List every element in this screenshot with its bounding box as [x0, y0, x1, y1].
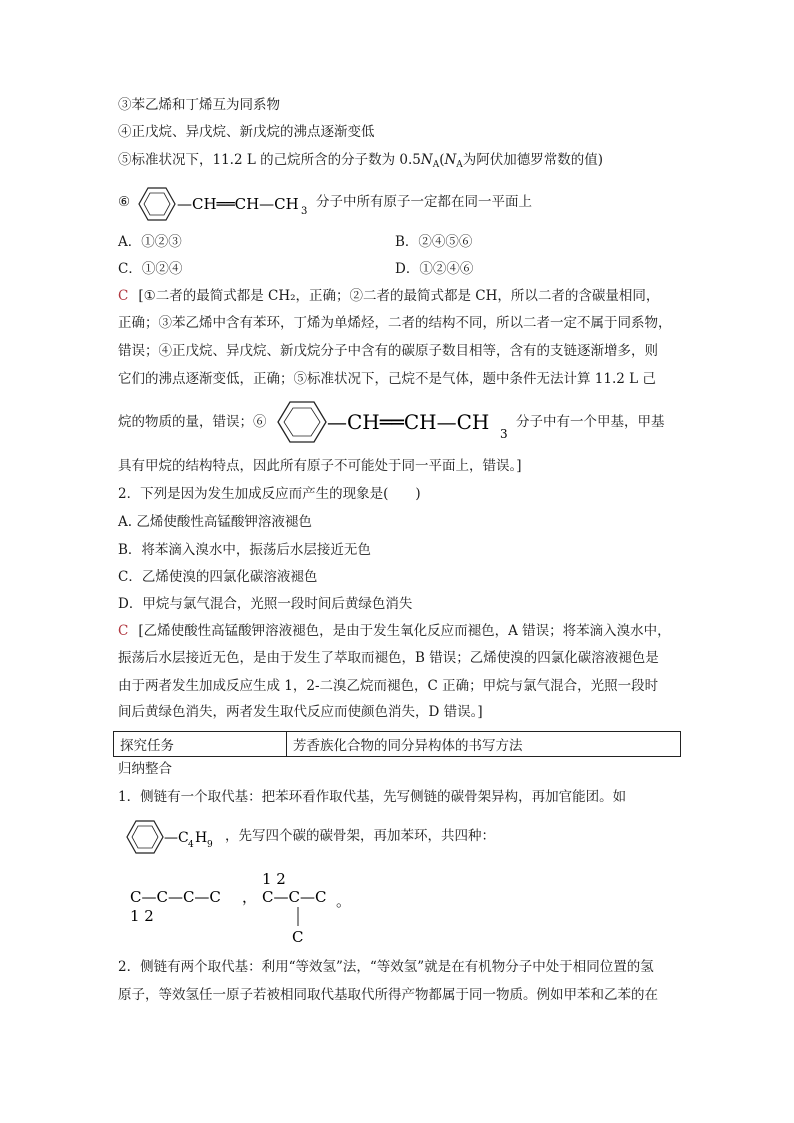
- option-b: B．②④⑤⑥: [395, 234, 473, 250]
- c4h9-h: H: [195, 830, 208, 846]
- avogadro-subscript: A: [432, 160, 440, 170]
- skeleton-1-numbers: 1 2: [130, 907, 154, 925]
- styrene-like-structure-small: [134, 184, 314, 224]
- skeleton-1: C—C—C—C: [130, 888, 221, 906]
- paragraph-2-line-2: 原子，等效氢任一原子若被相同取代基取代所得产物都属于同一物质。例如甲苯和乙苯的在: [118, 987, 658, 1003]
- skeleton-period: 。: [336, 892, 352, 910]
- answer-1-line-3: 错误；④正戊烷、异戊烷、新戊烷分子中含有的碳原子数目相等，含有的支链逐渐增多，则: [118, 343, 658, 359]
- avogadro-symbol-2: N: [444, 152, 457, 168]
- task-table: [113, 731, 681, 757]
- option-a: A．①②③: [118, 234, 182, 250]
- answer-1-line-1: [118, 286, 659, 306]
- paragraph-2-line-1: 2．侧链有两个取代基：利用“等效氢”法，“等效氢”就是在有机物分子中处于相同位置的氢: [118, 959, 654, 975]
- statement-5-text: ⑤标准状况下，11.2 L 的己烷所含的分子数为 0.5: [118, 152, 421, 168]
- benzene-inner-ring-small: [132, 826, 158, 848]
- statement-6-number: ⑥: [118, 194, 131, 210]
- task-value-cell: 芳香族化合物的同分异构体的书写方法: [287, 732, 681, 757]
- summary-heading: 归纳整合: [118, 761, 172, 777]
- chain-subscript-large: 3: [500, 427, 508, 441]
- question-2-option-a: A. 乙烯使酸性高锰酸钾溶液褪色: [118, 514, 312, 530]
- c4h9-subscript-9: 9: [207, 840, 213, 850]
- answer-1-line-6: 具有甲烷的结构特点，因此所有原子不可能处于同一平面上，错误。]: [118, 458, 522, 474]
- question-2-option-d: D．甲烷与氯气混合，光照一段时间后黄绿色消失: [118, 596, 413, 612]
- avogadro-subscript-2: A: [456, 160, 463, 170]
- avogadro-symbol: N: [420, 152, 433, 168]
- benzene-inner-ring: [144, 193, 170, 215]
- statement-5-tail: 为阿伏加德罗常数的值): [462, 152, 604, 168]
- answer-1-line-5b: 分子中有一个甲基，甲基: [516, 414, 665, 430]
- chain-text-large: —CH══CH—CH: [327, 410, 490, 434]
- answer-2-line-1: [118, 621, 671, 641]
- styrene-like-structure-large: [274, 398, 524, 448]
- paragraph-1-continued: ，先写四个碳的碳骨架，再加苯环，共四种：: [225, 828, 495, 844]
- statement-4: ④正戊烷、异戊烷、新戊烷的沸点逐渐变低: [118, 124, 375, 140]
- answer-1-text-1: [①二者的最简式都是 CH₂，正确；②二者的最简式都是 CH，所以二者的含碳量相同，: [138, 288, 660, 304]
- answer-1-line-5a: 烷的物质的量，错误；⑥: [118, 414, 267, 430]
- chain-subscript: 3: [301, 206, 308, 217]
- chain-text: —CH══CH—CH: [177, 195, 299, 213]
- skeleton-2: C—C—C: [262, 888, 327, 906]
- answer-1-line-4: 它们的沸点逐渐变低，正确；⑤标准状况下，己烷不是气体，题中条件无法计算 11.2 L 己: [118, 371, 656, 387]
- statement-6-text: 分子中所有原子一定都在同一平面上: [316, 194, 532, 210]
- task-row: [114, 732, 681, 757]
- statement-3: ③苯乙烯和丁烯互为同系物: [118, 97, 280, 113]
- statement-5: [118, 150, 603, 175]
- task-label-cell: 探究任务: [114, 732, 287, 757]
- skeleton-comma: ，: [242, 888, 258, 906]
- answer-2-line-2: 振荡后水层接近无色，是由于发生了萃取而褪色，B 错误；乙烯使溴的四氯化碳溶液褪色是: [118, 650, 659, 666]
- statement-5-paren: (: [439, 152, 445, 168]
- answer-1-line-2: 正确；③苯乙烯中含有苯环，丁烯为单烯烃，二者的结构不同，所以二者一定不属于同系物，: [118, 315, 672, 331]
- option-c: C．①②④: [118, 261, 183, 277]
- answer-2-line-3: 由于两者发生加成反应生成 1，2-二溴乙烷而褪色，C 正确；甲烷与氯气混合，光照一段时: [118, 678, 659, 694]
- answer-2-text-1: [乙烯使酸性高锰酸钾溶液褪色，是由于发生氧化反应而褪色，A 错误；将苯滴入溴水中，: [138, 623, 671, 639]
- answer-1-letter: C: [118, 288, 129, 304]
- question-2: 2．下列是因为发生加成反应而产生的现象是( ): [118, 486, 421, 502]
- paragraph-1: 1．侧链有一个取代基：把苯环看作取代基，先写侧链的碳骨架异构，再加官能团。如: [118, 789, 627, 805]
- option-d: D．①②④⑥: [395, 261, 474, 277]
- c4h9-c: —C: [164, 830, 189, 846]
- c4h9-subscript-4: 4: [188, 840, 194, 850]
- question-2-option-c: C．乙烯使溴的四氯化碳溶液褪色: [118, 569, 318, 585]
- question-2-option-b: B．将苯滴入溴水中，振荡后水层接近无色: [118, 542, 371, 558]
- skeleton-2-numbers: 1 2: [262, 870, 286, 888]
- answer-2-line-4: 间后黄绿色消失，两者发生取代反应而使颜色消失，D 错误。]: [118, 704, 483, 720]
- carbon-skeletons: [126, 866, 366, 946]
- benzene-inner-ring-large: [284, 408, 320, 436]
- skeleton-2-branch: C: [292, 928, 304, 946]
- phenyl-c4h9-structure: [122, 816, 222, 860]
- answer-2-letter: C: [118, 623, 129, 639]
